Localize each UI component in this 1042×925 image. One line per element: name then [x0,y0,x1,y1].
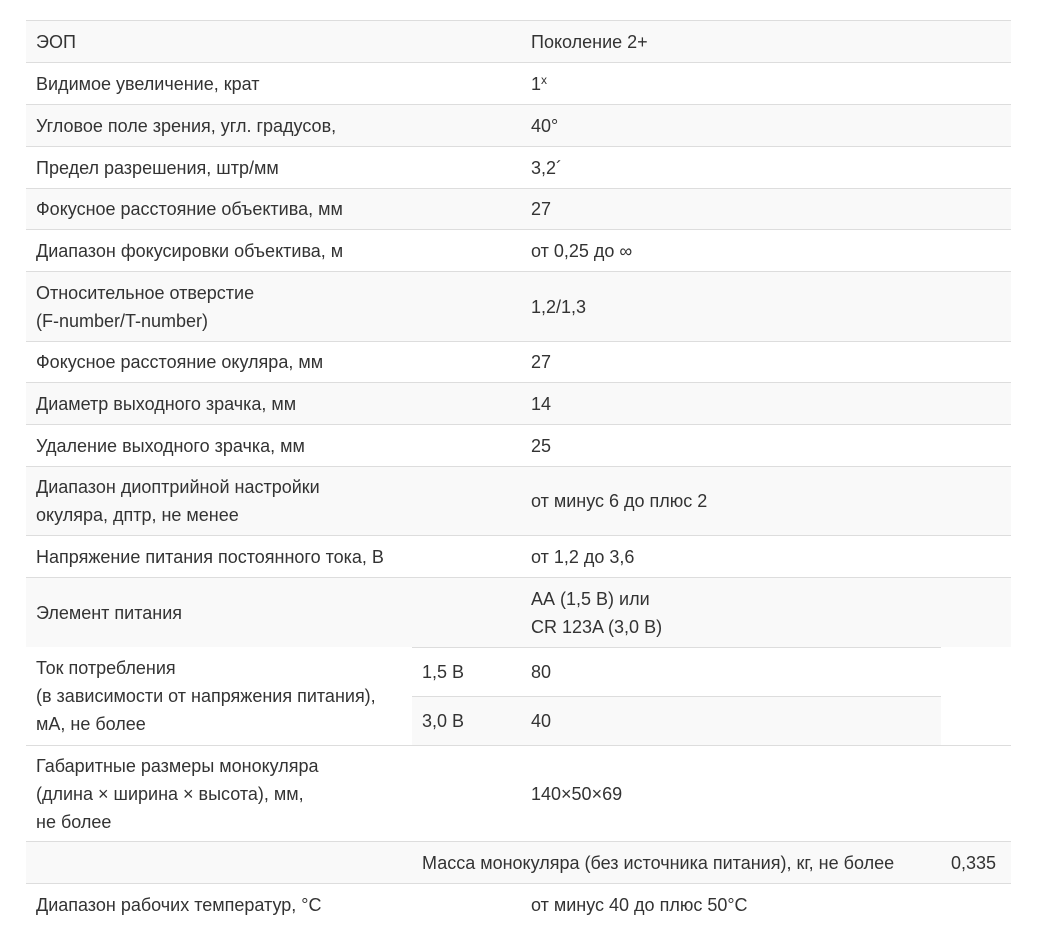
spec-label [26,647,412,745]
table-row [26,271,1011,341]
table-row [26,466,1011,535]
table-row [26,577,1011,647]
spec-value: 27 [531,199,552,219]
sub-row [412,696,941,745]
table-row [26,535,1011,577]
table-row [26,883,1011,925]
table-row [26,841,1011,883]
spec-value: 1,2/1,3 [531,296,587,317]
table-row [26,229,1011,271]
spec-value: от минус 6 до плюс 2 [531,491,708,511]
spec-value: от 1,2 до 3,6 [531,546,635,567]
table-row [26,188,1011,229]
spec-label [26,272,412,341]
spec-label: Фокусное расстояние объектива, мм [36,199,343,219]
spec-label: Удаление выходного зрачка, мм [36,435,305,456]
spec-value [521,578,961,647]
voltage-label: 3,0 В [422,711,465,731]
spec-value-line: CR 123A (3,0 В) [531,616,663,637]
spec-label-line: мА, не более [36,714,146,734]
spec-value: от 0,25 до ∞ [531,240,633,261]
spec-label: Видимое увеличение, крат [36,73,260,94]
table-row [26,20,1011,62]
spec-value [521,63,961,104]
spec-label: Фокусное расстояние окуляра, мм [36,352,324,372]
spec-label-line: не более [36,811,112,832]
spec-label [26,467,412,535]
spec-value: 140×50×69 [531,783,623,804]
table-row [26,382,1011,424]
spec-label: Диапазон рабочих температур, °С [36,894,322,915]
spec-label: Элемент питания [36,602,183,623]
spec-value: 80 [531,661,552,682]
spec-value-line: АА (1,5 В) или [531,588,650,609]
spec-label-line: Габаритные размеры монокуляра [36,755,319,776]
spec-label-line: Диапазон диоптрийной настройки [36,477,320,497]
table-row [26,424,1011,466]
spec-value: 14 [531,393,552,414]
spec-value: 3,2´ [531,157,563,178]
spec-value: от минус 40 до плюс 50°С [531,894,748,915]
spec-value-number: 1 [531,73,542,94]
spec-value: 40 [531,711,552,731]
spec-label-line: (в зависимости от напряжения питания), [36,686,376,706]
spec-label-line: (F-number/T-number) [36,310,209,331]
spec-label-line: (длина × ширина × высота), мм, [36,783,304,804]
spec-label: Масса монокуляра (без источника питания), кг, не более [422,852,895,873]
spec-label: Угловое поле зрения, угл. градусов, [36,115,337,136]
table-row [26,62,1011,104]
table-row [26,745,1011,841]
spec-label-line: Ток потребления [36,658,176,678]
spec-label-line: окуляра, дптр, не менее [36,505,239,525]
spec-label-line: Относительное отверстие [36,282,255,303]
voltage-label: 1,5 В [422,661,465,682]
table-row [26,647,1011,745]
spec-value: 40° [531,115,559,136]
spec-label: ЭОП [36,31,76,52]
spec-value: 27 [531,352,552,372]
spec-label: Диапазон фокусировки объектива, м [36,240,344,261]
table-row [26,104,1011,146]
spec-value: 25 [531,435,552,456]
spec-label: Предел разрешения, штр/мм [36,157,279,178]
spec-label: Диаметр выходного зрачка, мм [36,393,297,414]
spec-value: 0,335 [951,852,997,873]
spec-value-superscript: х [541,72,548,87]
spec-label [26,746,412,841]
spec-label: Напряжение питания постоянного тока, В [36,546,384,567]
table-row [26,146,1011,188]
table-row [26,341,1011,382]
sub-row [412,647,941,696]
spec-value: Поколение 2+ [531,31,648,52]
